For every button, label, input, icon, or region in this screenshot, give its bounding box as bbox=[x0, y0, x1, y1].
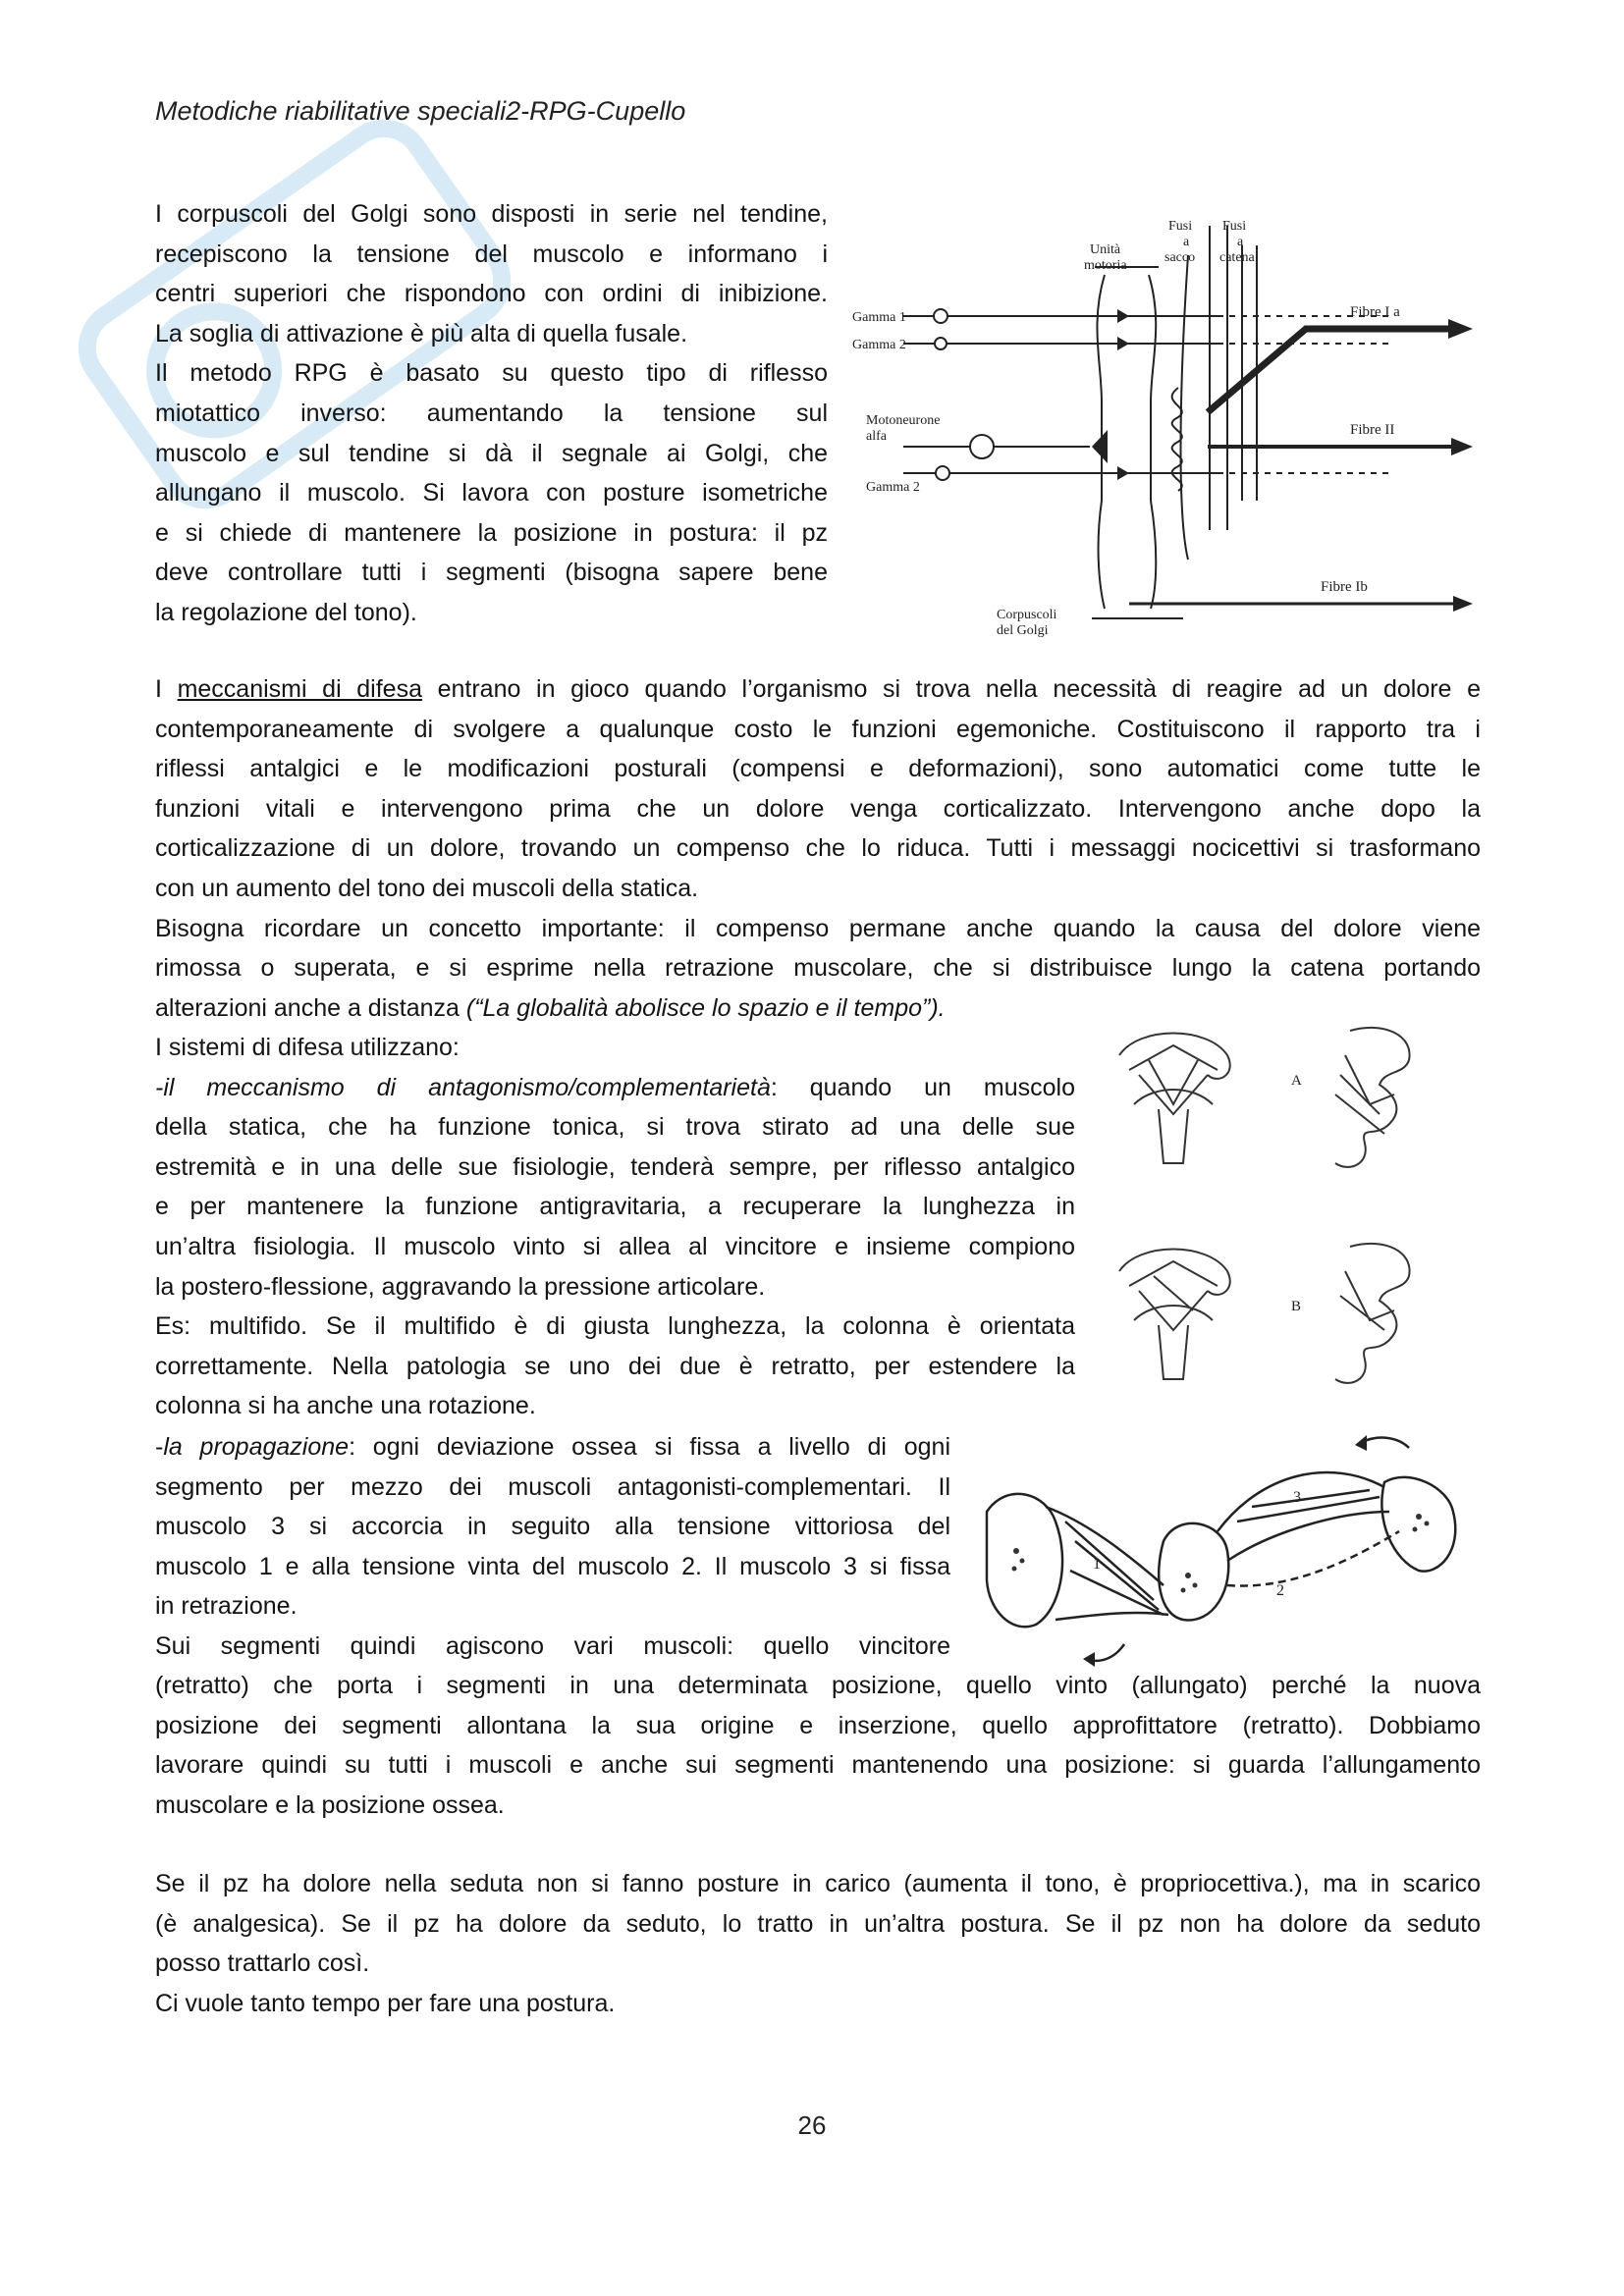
text-line: colonna si ha anche una rotazione. bbox=[155, 1392, 536, 1420]
page-number: 26 bbox=[797, 2110, 827, 2140]
golgi-paragraph bbox=[155, 194, 828, 633]
vertebra-a-posterior bbox=[1119, 1034, 1230, 1164]
label-fusi-catena: Fusi bbox=[1222, 219, 1247, 234]
text-line: con un aumento del tono dei muscoli della statica. bbox=[155, 874, 699, 902]
text-line bbox=[155, 1427, 950, 1468]
text-line: correttamente. Nella patologia se uno dei due è retratto, per estendere la bbox=[155, 1352, 1075, 1380]
label-catena: catena bbox=[1219, 250, 1255, 265]
text-line: rimossa o superata, e si esprime nella retrazione muscolare, che si distribuisce lungo la catena portando bbox=[155, 954, 1481, 983]
label-fusi-sacco: Fusi bbox=[1168, 219, 1193, 234]
text-line: riflessi antalgici e le modificazioni posturali (compensi e deformazioni), sono automatici come tutte le bbox=[155, 755, 1481, 783]
italic-term: la propagazione bbox=[163, 1433, 350, 1461]
label-muscle-3: 3 bbox=[1293, 1489, 1301, 1506]
label-del-golgi: del Golgi bbox=[997, 623, 1049, 638]
italic-quote: (“La globalità abolisce lo spazio e il tempo”). bbox=[465, 993, 946, 1022]
label-motoneurone: Motoneurone bbox=[866, 413, 941, 428]
label-gamma1: Gamma 1 bbox=[852, 310, 906, 325]
dolore-paragraph bbox=[155, 1864, 1481, 2023]
text-line: la postero-flessione, aggravando la pressione articolare. bbox=[155, 1272, 766, 1301]
label-b: B bbox=[1291, 1299, 1302, 1314]
text-line: Bisogna ricordare un concetto importante: il compenso permane anche quando la causa del dolore viene bbox=[155, 914, 1481, 942]
label-fibre-1b: Fibre Ib bbox=[1321, 579, 1368, 595]
label-corpuscoli: Corpuscoli bbox=[997, 608, 1057, 622]
text-line: (retratto) che porta i segmenti in una determinata posizione, quello vinto (allungato) perché la nuova bbox=[155, 1672, 1481, 1699]
difesa-paragraph bbox=[155, 669, 1481, 1028]
text-fragment: alterazioni anche a distanza bbox=[155, 993, 466, 1022]
label-unita: Unità bbox=[1090, 242, 1121, 257]
text-line: La soglia di attivazione è più alta di quella fusale. bbox=[155, 319, 688, 347]
spindle-sacco bbox=[1210, 226, 1227, 530]
text-line: contemporaneamente di svolgere a qualunque costo le funzioni egemoniche. Costituiscono il rapporto tra i bbox=[155, 715, 1481, 743]
text-fragment: - bbox=[155, 1433, 164, 1461]
label-alfa: alfa bbox=[866, 429, 887, 444]
text-line: Se il pz ha dolore nella seduta non si fanno posture in carico (aumenta il tono, è propriocettiva.), ma in scarico bbox=[155, 1870, 1481, 1897]
label-a: A bbox=[1291, 1073, 1302, 1089]
text-line: deve controllare tutti i segmenti (bisogna sapere bene bbox=[155, 559, 828, 587]
text-line: lavorare quindi su tutti i muscoli e anche sui segmenti mantenendo una posizione: si guarda l’allungamento bbox=[155, 1751, 1481, 1780]
label-muscle-1: 1 bbox=[1093, 1556, 1101, 1573]
text-line: funzioni vitali e intervengono prima che un dolore venga corticalizzato. Intervengono anche dopo la bbox=[155, 794, 1481, 823]
neuromuscular-diagram bbox=[844, 206, 1492, 648]
text-line: muscolo e sul tendine si dà il segnale ai Golgi, che bbox=[155, 439, 828, 467]
muscle-2 bbox=[1227, 1531, 1399, 1586]
text-line: Ci vuole tanto tempo per fare una postura. bbox=[155, 1989, 616, 2017]
label-fibre-1a: Fibre I a bbox=[1350, 304, 1400, 320]
text-line: I corpuscoli del Golgi sono disposti in serie nel tendine, bbox=[155, 200, 828, 228]
text-line: muscolare e la posizione ossea. bbox=[155, 1790, 505, 1819]
text-fragment: : ogni deviazione ossea si fissa a livello di ogni bbox=[349, 1433, 951, 1461]
neuron-gamma2 bbox=[935, 338, 947, 349]
text-line: muscolo 3 si accorcia in seguito alla tensione vittoriosa del bbox=[155, 1513, 950, 1541]
text-line: miotattico inverso: aumentando la tensione sul bbox=[155, 399, 828, 427]
label-a-catena: a bbox=[1237, 235, 1244, 249]
text-line: centri superiori che rispondono con ordini di inibizione. bbox=[155, 280, 828, 308]
text-fragment: entrano in gioco quando l’organismo si trova nella necessità di reagire ad un dolore e bbox=[421, 675, 1481, 703]
label-motoria: motoria bbox=[1084, 258, 1127, 273]
text-line: e per mantenere la funzione antigravitaria, a recuperare la lunghezza in bbox=[155, 1193, 1075, 1221]
antagonismo-paragraph bbox=[155, 1028, 1075, 1426]
text-line bbox=[155, 669, 1481, 710]
label-sacco: sacco bbox=[1164, 250, 1196, 265]
neuron-gamma1 bbox=[934, 309, 947, 323]
text-line: (è analgesica). Se il pz ha dolore da seduto, lo tratto in un’altra postura. Se il pz non ha dolore da seduto bbox=[155, 1909, 1481, 1938]
text-fragment: I bbox=[155, 675, 178, 703]
text-line: la regolazione del tono). bbox=[155, 598, 417, 626]
italic-term: -il meccanismo di antagonismo/complementarietà bbox=[155, 1073, 771, 1101]
bone-segment-middle bbox=[1159, 1523, 1228, 1621]
text-line: un’altra fisiologia. Il muscolo vinto si allea al vincitore e insieme compiono bbox=[155, 1232, 1075, 1260]
text-line: segmento per mezzo dei muscoli antagonisti-complementari. Il bbox=[155, 1472, 950, 1501]
vertebra-b-lateral bbox=[1335, 1244, 1410, 1383]
text-line: della statica, che ha funzione tonica, si trova stirato ad una delle sue bbox=[155, 1113, 1075, 1142]
neuron-gamma2b bbox=[936, 466, 949, 480]
segmenti-paragraph bbox=[155, 1666, 1481, 1825]
vertebrae-figure bbox=[1100, 1016, 1492, 1399]
propagazione-paragraph bbox=[155, 1427, 950, 1667]
text-line: muscolo 1 e alla tensione vinta del muscolo 2. Il muscolo 3 si fissa bbox=[155, 1552, 950, 1580]
underlined-term: meccanismi di difesa bbox=[177, 675, 422, 703]
label-a-sacco: a bbox=[1183, 235, 1190, 249]
text-line bbox=[155, 1068, 1075, 1108]
vertebra-b-posterior bbox=[1119, 1250, 1230, 1380]
text-line: e si chiede di mantenere la posizione in postura: il pz bbox=[155, 518, 828, 547]
muscle-chain-figure bbox=[977, 1414, 1492, 1674]
label-gamma2: Gamma 2 bbox=[852, 338, 906, 352]
vertebra-a-lateral bbox=[1335, 1028, 1410, 1167]
text-line: estremità e in una delle sue fisiologie, tenderà sempre, per riflesso antalgico bbox=[155, 1152, 1075, 1181]
page-header: Metodiche riabilitative speciali2-RPG-Cupello bbox=[155, 96, 686, 126]
text-line: Il metodo RPG è basato su questo tipo di riflesso bbox=[155, 359, 828, 388]
text-line: Es: multifido. Se il multifido è di giusta lunghezza, la colonna è orientata bbox=[155, 1312, 1075, 1341]
text-line: posizione dei segmenti allontana la sua origine e inserzione, quello approfittatore (retratto). Dobbiamo bbox=[155, 1711, 1481, 1739]
text-fragment: : quando un muscolo bbox=[770, 1073, 1075, 1101]
bone-segment-right bbox=[1381, 1477, 1455, 1572]
neuron-alfa bbox=[970, 435, 994, 458]
text-line: posso trattarlo così. bbox=[155, 1949, 370, 1978]
muscle-3 bbox=[1218, 1472, 1389, 1561]
text-line: recepiscono la tensione del muscolo e informano i bbox=[155, 240, 828, 268]
text-line: I sistemi di difesa utilizzano: bbox=[155, 1034, 460, 1061]
label-fibre-2: Fibre II bbox=[1350, 422, 1395, 438]
label-muscle-2: 2 bbox=[1276, 1582, 1284, 1599]
text-line: corticalizzazione di un dolore, trovando un compenso che lo riduca. Tutti i messaggi nocicettivi si trasformano bbox=[155, 834, 1481, 863]
bone-segment-left bbox=[987, 1494, 1062, 1627]
text-line: Sui segmenti quindi agiscono vari muscoli: quello vincitore bbox=[155, 1631, 950, 1660]
text-line: in retrazione. bbox=[155, 1592, 298, 1621]
text-line: allungano il muscolo. Si lavora con posture isometriche bbox=[155, 479, 828, 507]
label-gamma2b: Gamma 2 bbox=[866, 480, 920, 495]
